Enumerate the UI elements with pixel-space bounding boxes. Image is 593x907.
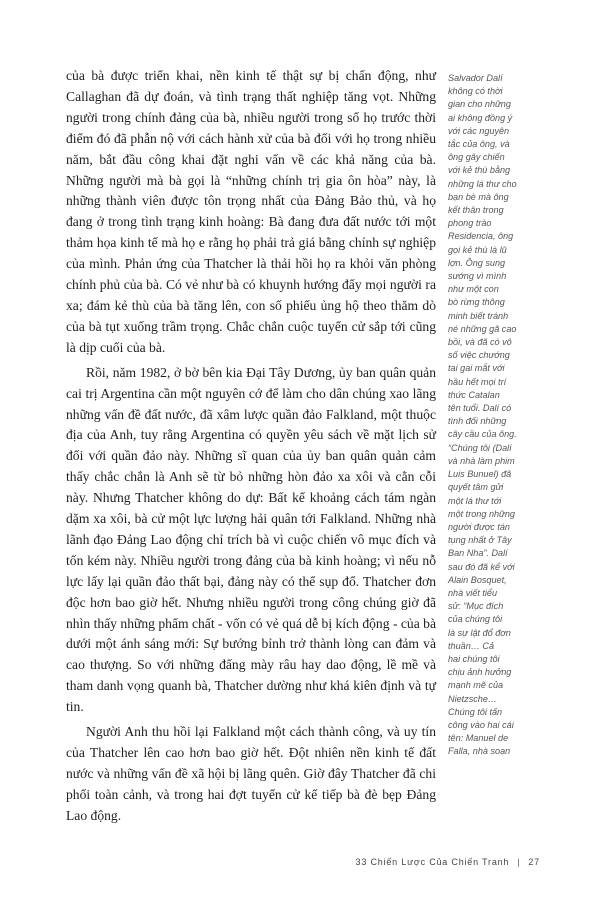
sidebar-line: là sự lật đổ đơn — [448, 627, 511, 638]
sidebar-line: cây cầu của ông. — [448, 429, 517, 440]
sidebar-line: quyết tâm gửi — [448, 482, 504, 493]
sidebar-line: né những gã cao — [448, 323, 517, 334]
sidebar-line: tên tuổi. Dalí có — [448, 403, 512, 414]
sidebar-line: tắc của ông, và — [448, 139, 510, 150]
footer-book-title: 33 Chiến Lược Của Chiến Tranh — [355, 857, 510, 867]
sidebar-line: nhà viết tiểu — [448, 587, 498, 598]
sidebar-line: bò rừng thông — [448, 297, 505, 308]
sidebar-line: bạn bè mà ông — [448, 191, 509, 202]
sidebar-line: tình đối những — [448, 416, 507, 427]
sidebar-line: với các nguyên — [448, 125, 510, 136]
footer-separator: | — [517, 857, 521, 867]
sidebar-line: chịu ảnh hưởng — [448, 667, 512, 678]
sidebar-line: không có thời — [448, 86, 503, 97]
sidebar-line: tụng nhất ở Tây — [448, 535, 512, 546]
sidebar-line: lợn. Ông sung — [448, 257, 506, 268]
sidebar-line: sử: “Mục đích — [448, 601, 504, 612]
sidebar-line: hầu hết mọi trí — [448, 376, 507, 387]
sidebar-line: những lá thư cho — [448, 178, 517, 189]
sidebar-line: bồi, và đã có vô — [448, 337, 512, 348]
sidebar-line: sướng vì mình — [448, 271, 507, 282]
sidebar-line: một trong những — [448, 508, 515, 519]
sidebar-line: kết thân trong — [448, 205, 504, 216]
sidebar-line: Falla, nhà soạn — [448, 746, 511, 757]
sidebar-line: công vào hai cái — [448, 719, 514, 730]
sidebar-line: gọi kẻ thù là lũ — [448, 244, 507, 255]
sidebar-line: ông gây chiến — [448, 152, 505, 163]
sidebar-line: thức Catalan — [448, 389, 500, 400]
page-number: 27 — [528, 857, 540, 867]
sidebar-line: sau đó đã kể với — [448, 561, 515, 572]
sidebar-line: tên: Manuel de — [448, 733, 509, 744]
sidebar-line: Ban Nha”. Dalí — [448, 548, 508, 559]
body-paragraph-3: Người Anh thu hồi lại Falkland một cách thành công, và uy tín của Thatcher lên cao hơn bao giờ hết. Đột nhiên nền kinh tế đất nước và những vấn đề xã hội bị lãng quên. Giờ đây Thatcher đã chi phối toàn cảnh, và trong hai đợt tuyển cử kế tiếp bà đè bẹp Đảng Lao động. — [66, 724, 436, 823]
sidebar-line: và nhà làm phim — [448, 455, 515, 466]
body-paragraph-1: của bà được triển khai, nền kinh tế thật sự bị chấn động, như Callaghan đã dự đoán, và tình trạng thất nghiệp tăng vọt. Những người trong chính đảng của bà, nhiều người trong số họ trước thời điểm đó đã phẫn nộ với cách hành xử của bà đối với họ trong nhiều năm, bắt đầu công khai đặt nghi vấn về các khả năng của bà. Những người mà bà gọi là “những chính trị gia ôn hòa” này, là những thành viên được tôn trọng nhất của Đảng Bảo thủ, và họ đang ở trong tình trạng kinh hoàng: Bà đang đưa đất nước tới một thảm họa kinh tế mà họ e rằng họ phải trả giá bằng chính sự nghiệp của mình. Phản ứng của Thatcher là thải hồi họ ra khỏi văn phòng chính phủ của bà. Có vẻ như bà có khuynh hướng đẩy mọi người ra xa; đám kẻ thù của bà tăng lên, con số phiếu ủng hộ theo thăm dò của bà tụt xuống trầm trọng. Chắc chắn cuộc tuyển cử sắp tới cũng là dịp cuối của bà. — [66, 68, 436, 355]
sidebar-line: phong trào — [448, 218, 492, 229]
sidebar-line: một lá thư tới — [448, 495, 502, 506]
sidebar-line: mạnh mẽ của — [448, 680, 504, 691]
sidebar-line: thuần… Cả — [448, 640, 495, 651]
sidebar-line: với kẻ thù bằng — [448, 165, 511, 176]
body-paragraph-2: Rồi, năm 1982, ở bờ bên kia Đại Tây Dương, ủy ban quân quản cai trị Argentina cần một nguyên cớ để làm cho dân chúng xao lãng những vấn đề đất nước, đã xâm lược quần đảo Falkland, một thuộc địa của Anh, tuy rằng Argentina có quyền yêu sách về mặt lịch sử đối với quần đảo này. Những sĩ quan của ủy ban quân quản cảm thấy chắc chắn là Anh sẽ từ bỏ những hòn đảo xa xôi và cằn cỗi này. Nhưng Thatcher không do dự: Bất kể khoảng cách tám ngàn dặm xa xôi, bà cử một lực lượng hải quân tới Falkland. Những nhà lãnh đạo Đảng Lao động chỉ trích bà vì cuộc chiến vô mục đích và tốn kém này. Nhiều người trong đảng của bà kinh hoàng; vì nếu nỗ lực lấy lại quần đảo thất bại, đảng này có thể sụp đổ. Thatcher đơn độc hơn bao giờ hết. Nhưng nhiều người trong công chúng giờ đã nhìn thấy những phẩm chất - vốn có vẻ quá dễ bị kích động - của bà dưới một ánh sáng mới: Sự bướng bỉnh trở thành lòng can đảm và cao thượng. So với những đấng mày râu hay dao động, lề mề và tham danh vọng quanh bà, Thatcher dường như khá kiên định và tự tin. — [66, 364, 436, 715]
sidebar-line: ai không đồng ý — [448, 112, 513, 123]
sidebar-line: như một con — [448, 284, 499, 295]
sidebar-line: hai chúng tôi — [448, 653, 500, 664]
sidebar-line: Nietzsche… — [448, 693, 498, 704]
sidebar-line: Alain Bosquet, — [448, 574, 507, 585]
sidebar-line: Salvador Dalí — [448, 73, 503, 83]
sidebar-line: minh biết tránh — [448, 310, 509, 321]
sidebar-line: gian cho những — [448, 99, 511, 110]
sidebar-note — [448, 72, 548, 759]
sidebar-line: “Chúng tôi (Dalí — [448, 442, 512, 453]
sidebar-line: người được tán — [448, 521, 510, 532]
sidebar-line: của chúng tôi — [448, 614, 503, 625]
sidebar-line: Chúng tôi tấn — [448, 706, 503, 717]
main-text-column — [66, 66, 436, 827]
sidebar-line: tai gai mắt với — [448, 363, 505, 374]
sidebar-line: Residencia, ông — [448, 231, 514, 242]
sidebar-line: Luis Bunuel) đã — [448, 469, 512, 480]
sidebar-line: số việc chướng — [448, 350, 510, 361]
page-footer — [300, 857, 540, 867]
